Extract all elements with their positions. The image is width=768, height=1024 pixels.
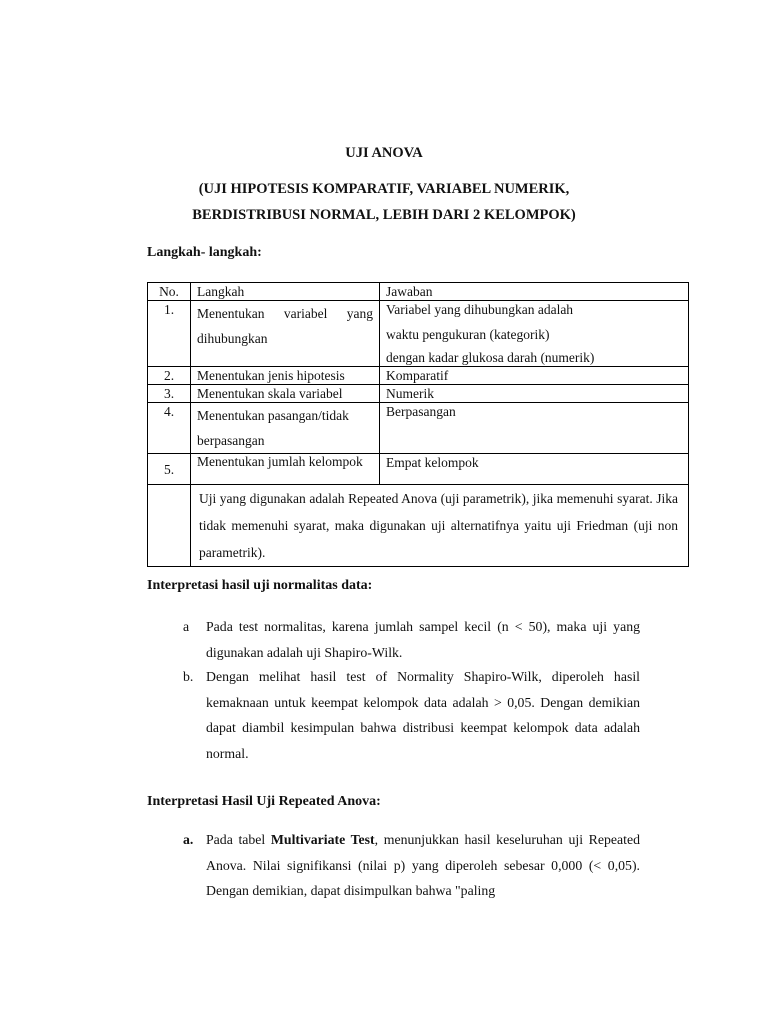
row-langkah: Menentukan variabel yang dihubungkan — [191, 301, 380, 367]
steps-heading: Langkah- langkah: — [147, 245, 262, 260]
list-item-text: Pada test normalitas, karena jumlah sampel kecil (n < 50), maka uji yang digunakan adalah uji Shapiro-Wilk. — [206, 619, 640, 660]
row-jawaban: Berpasangan — [380, 403, 689, 454]
row-langkah: Menentukan jumlah kelompok — [191, 454, 380, 485]
row-langkah: Menentukan jenis hipotesis — [191, 367, 380, 385]
row-jawaban-line: waktu pengukuran (kategorik) — [386, 327, 550, 342]
header-jawaban: Jawaban — [380, 283, 689, 301]
row-jawaban: Empat kelompok — [380, 454, 689, 485]
list-item-text: Dengan melihat hasil test of Normality Shapiro-Wilk, diperoleh hasil kemaknaan untuk keempat kelompok data adalah > 0,05. Dengan demikian dapat diambil kesimpulan bahwa distribusi keempat kelompok data adalah normal. — [206, 669, 640, 761]
header-no: No. — [148, 283, 191, 301]
document-title: UJI ANOVA — [345, 145, 423, 161]
note-empty-cell — [148, 485, 191, 567]
list-marker: a. — [183, 832, 194, 847]
row-no: 1. — [148, 301, 191, 367]
row-no: 2. — [148, 367, 191, 385]
list-item — [183, 827, 640, 904]
anova-item-a — [183, 827, 640, 904]
row-langkah: Menentukan pasangan/tidak berpasangan — [191, 403, 380, 454]
steps-table — [147, 282, 689, 567]
table-row — [148, 367, 689, 385]
table-row — [148, 454, 689, 485]
list-item-text-before: Pada tabel — [206, 832, 271, 847]
list-item-text-after: , menunjukkan hasil keseluruhan uji Repeated Anova. Nilai signifikansi (nilai p) yang diperoleh sebesar 0,000 (< 0,05). Dengan demikian, dapat disimpulkan bahwa "paling — [206, 832, 640, 898]
row-no: 5. — [148, 454, 191, 485]
row-jawaban-line: Variabel yang dihubungkan adalah — [386, 302, 574, 317]
test-choice-note: Uji yang digunakan adalah Repeated Anova (uji parametrik), jika memenuhi syarat. Jika tidak memenuhi syarat, maka digunakan uji alternatifnya yaitu uji Friedman (uji non parametrik). — [191, 485, 689, 567]
normality-heading: Interpretasi hasil uji normalitas data: — [147, 578, 373, 593]
normality-item-a — [183, 614, 640, 665]
multivariate-test-term: Multivariate Test — [270, 832, 375, 847]
list-item — [183, 614, 640, 665]
document-subtitle-line-1: (UJI HIPOTESIS KOMPARATIF, VARIABEL NUMERIK, — [198, 181, 570, 197]
row-jawaban: Komparatif — [380, 367, 689, 385]
row-jawaban-line: dengan kadar glukosa darah (numerik) — [386, 350, 595, 365]
row-no: 3. — [148, 385, 191, 403]
list-marker: b. — [183, 669, 194, 684]
list-marker: a — [183, 619, 190, 634]
table-header-row — [148, 283, 689, 301]
list-item — [183, 664, 640, 766]
normality-item-b — [183, 664, 640, 766]
row-jawaban: Numerik — [380, 385, 689, 403]
row-langkah: Menentukan skala variabel — [191, 385, 380, 403]
row-no: 4. — [148, 403, 191, 454]
header-langkah: Langkah — [191, 283, 380, 301]
anova-heading: Interpretasi Hasil Uji Repeated Anova: — [147, 794, 381, 809]
table-row — [148, 301, 689, 367]
row-jawaban — [380, 301, 689, 367]
document-subtitle-line-2: BERDISTRIBUSI NORMAL, LEBIH DARI 2 KELOMPOK) — [192, 207, 576, 223]
table-note-row — [148, 485, 689, 567]
table-row — [148, 403, 689, 454]
table-row — [148, 385, 689, 403]
